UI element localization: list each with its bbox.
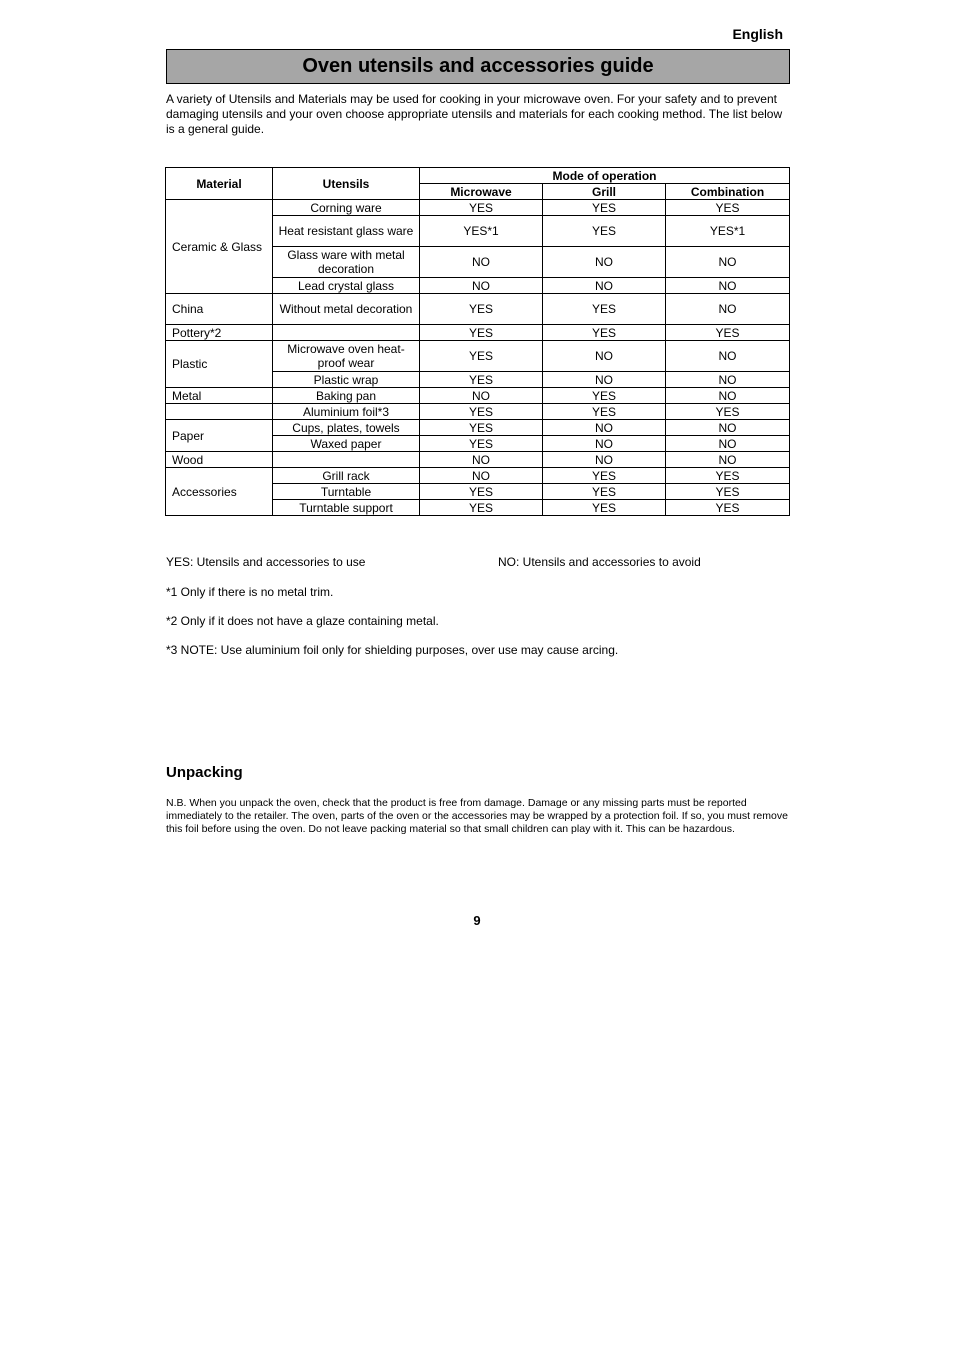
grill-cell: YES xyxy=(543,388,666,404)
utensil-cell: Plastic wrap xyxy=(273,372,420,388)
utensil-cell: Without metal decoration xyxy=(273,294,420,325)
microwave-cell: YES xyxy=(420,325,543,341)
microwave-cell: YES xyxy=(420,294,543,325)
combination-cell: NO xyxy=(666,294,790,325)
microwave-cell: NO xyxy=(420,468,543,484)
utensil-cell: Grill rack xyxy=(273,468,420,484)
utensil-cell xyxy=(273,325,420,341)
legend-no: NO: Utensils and accessories to avoid xyxy=(498,555,701,569)
utensil-cell xyxy=(273,452,420,468)
utensil-cell: Cups, plates, towels xyxy=(273,420,420,436)
header-combination: Combination xyxy=(666,184,790,200)
microwave-cell: NO xyxy=(420,452,543,468)
microwave-cell: YES xyxy=(420,436,543,452)
footnote-2: *2 Only if it does not have a glaze containing metal. xyxy=(166,614,439,628)
header-utensils: Utensils xyxy=(273,168,420,200)
utensil-cell: Heat resistant glass ware xyxy=(273,216,420,247)
grill-cell: NO xyxy=(543,436,666,452)
combination-cell: YES xyxy=(666,325,790,341)
table-row xyxy=(166,388,790,404)
utensil-cell: Baking pan xyxy=(273,388,420,404)
combination-cell: NO xyxy=(666,420,790,436)
combination-cell: NO xyxy=(666,452,790,468)
material-cell xyxy=(166,404,273,420)
table-row xyxy=(166,452,790,468)
combination-cell: NO xyxy=(666,278,790,294)
grill-cell: NO xyxy=(543,341,666,372)
grill-cell: YES xyxy=(543,484,666,500)
table-row xyxy=(166,325,790,341)
utensils-table xyxy=(165,167,790,516)
microwave-cell: YES xyxy=(420,404,543,420)
legend-yes: YES: Utensils and accessories to use xyxy=(166,555,366,569)
combination-cell: YES xyxy=(666,200,790,216)
table-row xyxy=(166,420,790,436)
microwave-cell: NO xyxy=(420,247,543,278)
combination-cell: YES*1 xyxy=(666,216,790,247)
utensil-cell: Turntable xyxy=(273,484,420,500)
combination-cell: YES xyxy=(666,404,790,420)
utensil-cell: Turntable support xyxy=(273,500,420,516)
material-cell: Metal xyxy=(166,388,273,404)
material-cell: Pottery*2 xyxy=(166,325,273,341)
intro-paragraph: A variety of Utensils and Materials may be used for cooking in your microwave oven. For your safety and to prevent damaging utensils and your oven choose appropriate utensils and materials for each cooking method. The list below is a general guide. xyxy=(166,92,783,136)
grill-cell: YES xyxy=(543,200,666,216)
footnote-1: *1 Only if there is no metal trim. xyxy=(166,585,334,599)
grill-cell: YES xyxy=(543,468,666,484)
grill-cell: YES xyxy=(543,500,666,516)
combination-cell: YES xyxy=(666,500,790,516)
grill-cell: YES xyxy=(543,216,666,247)
footnote-3: *3 NOTE: Use aluminium foil only for shielding purposes, over use may cause arcing. xyxy=(166,643,619,657)
microwave-cell: YES xyxy=(420,500,543,516)
material-cell: Wood xyxy=(166,452,273,468)
grill-cell: YES xyxy=(543,404,666,420)
grill-cell: YES xyxy=(543,294,666,325)
utensil-cell: Corning ware xyxy=(273,200,420,216)
utensil-cell: Microwave oven heat-proof wear xyxy=(273,341,420,372)
material-cell: Accessories xyxy=(166,468,273,516)
microwave-cell: YES xyxy=(420,420,543,436)
utensil-cell: Glass ware with metal decoration xyxy=(273,247,420,278)
header-mode-of-operation: Mode of operation xyxy=(420,168,790,184)
table-row xyxy=(166,404,790,420)
grill-cell: NO xyxy=(543,452,666,468)
combination-cell: YES xyxy=(666,468,790,484)
combination-cell: NO xyxy=(666,436,790,452)
microwave-cell: NO xyxy=(420,388,543,404)
unpacking-text: N.B. When you unpack the oven, check that the product is free from damage. Damage or any missing parts must be reported immediately to the retailer. The oven, parts of the oven or the accessories may be wrapped by a protection foil. If so, you must remove this foil before using the oven. Do not leave packing material so that small children can play with it. This can be hazardous. xyxy=(166,797,788,835)
header-grill: Grill xyxy=(543,184,666,200)
table-row xyxy=(166,468,790,484)
combination-cell: NO xyxy=(666,372,790,388)
grill-cell: NO xyxy=(543,278,666,294)
page-number: 9 xyxy=(473,913,481,928)
material-cell: Plastic xyxy=(166,341,273,388)
material-cell: Paper xyxy=(166,420,273,452)
combination-cell: NO xyxy=(666,341,790,372)
microwave-cell: YES xyxy=(420,372,543,388)
utensil-cell: Waxed paper xyxy=(273,436,420,452)
table-row xyxy=(166,294,790,325)
table-row xyxy=(166,341,790,372)
combination-cell: YES xyxy=(666,484,790,500)
unpacking-heading: Unpacking xyxy=(166,764,243,781)
page-title: Oven utensils and accessories guide xyxy=(302,55,654,77)
grill-cell: NO xyxy=(543,247,666,278)
utensil-cell: Lead crystal glass xyxy=(273,278,420,294)
microwave-cell: YES xyxy=(420,484,543,500)
microwave-cell: YES xyxy=(420,341,543,372)
microwave-cell: NO xyxy=(420,278,543,294)
microwave-cell: YES*1 xyxy=(420,216,543,247)
material-cell: Ceramic & Glass xyxy=(166,200,273,294)
header-microwave: Microwave xyxy=(420,184,543,200)
grill-cell: YES xyxy=(543,325,666,341)
header-material: Material xyxy=(166,168,273,200)
title-banner xyxy=(166,49,790,84)
grill-cell: NO xyxy=(543,372,666,388)
language-label: English xyxy=(732,26,783,42)
material-cell: China xyxy=(166,294,273,325)
combination-cell: NO xyxy=(666,388,790,404)
grill-cell: NO xyxy=(543,420,666,436)
utensil-cell: Aluminium foil*3 xyxy=(273,404,420,420)
microwave-cell: YES xyxy=(420,200,543,216)
table-row xyxy=(166,200,790,216)
combination-cell: NO xyxy=(666,247,790,278)
